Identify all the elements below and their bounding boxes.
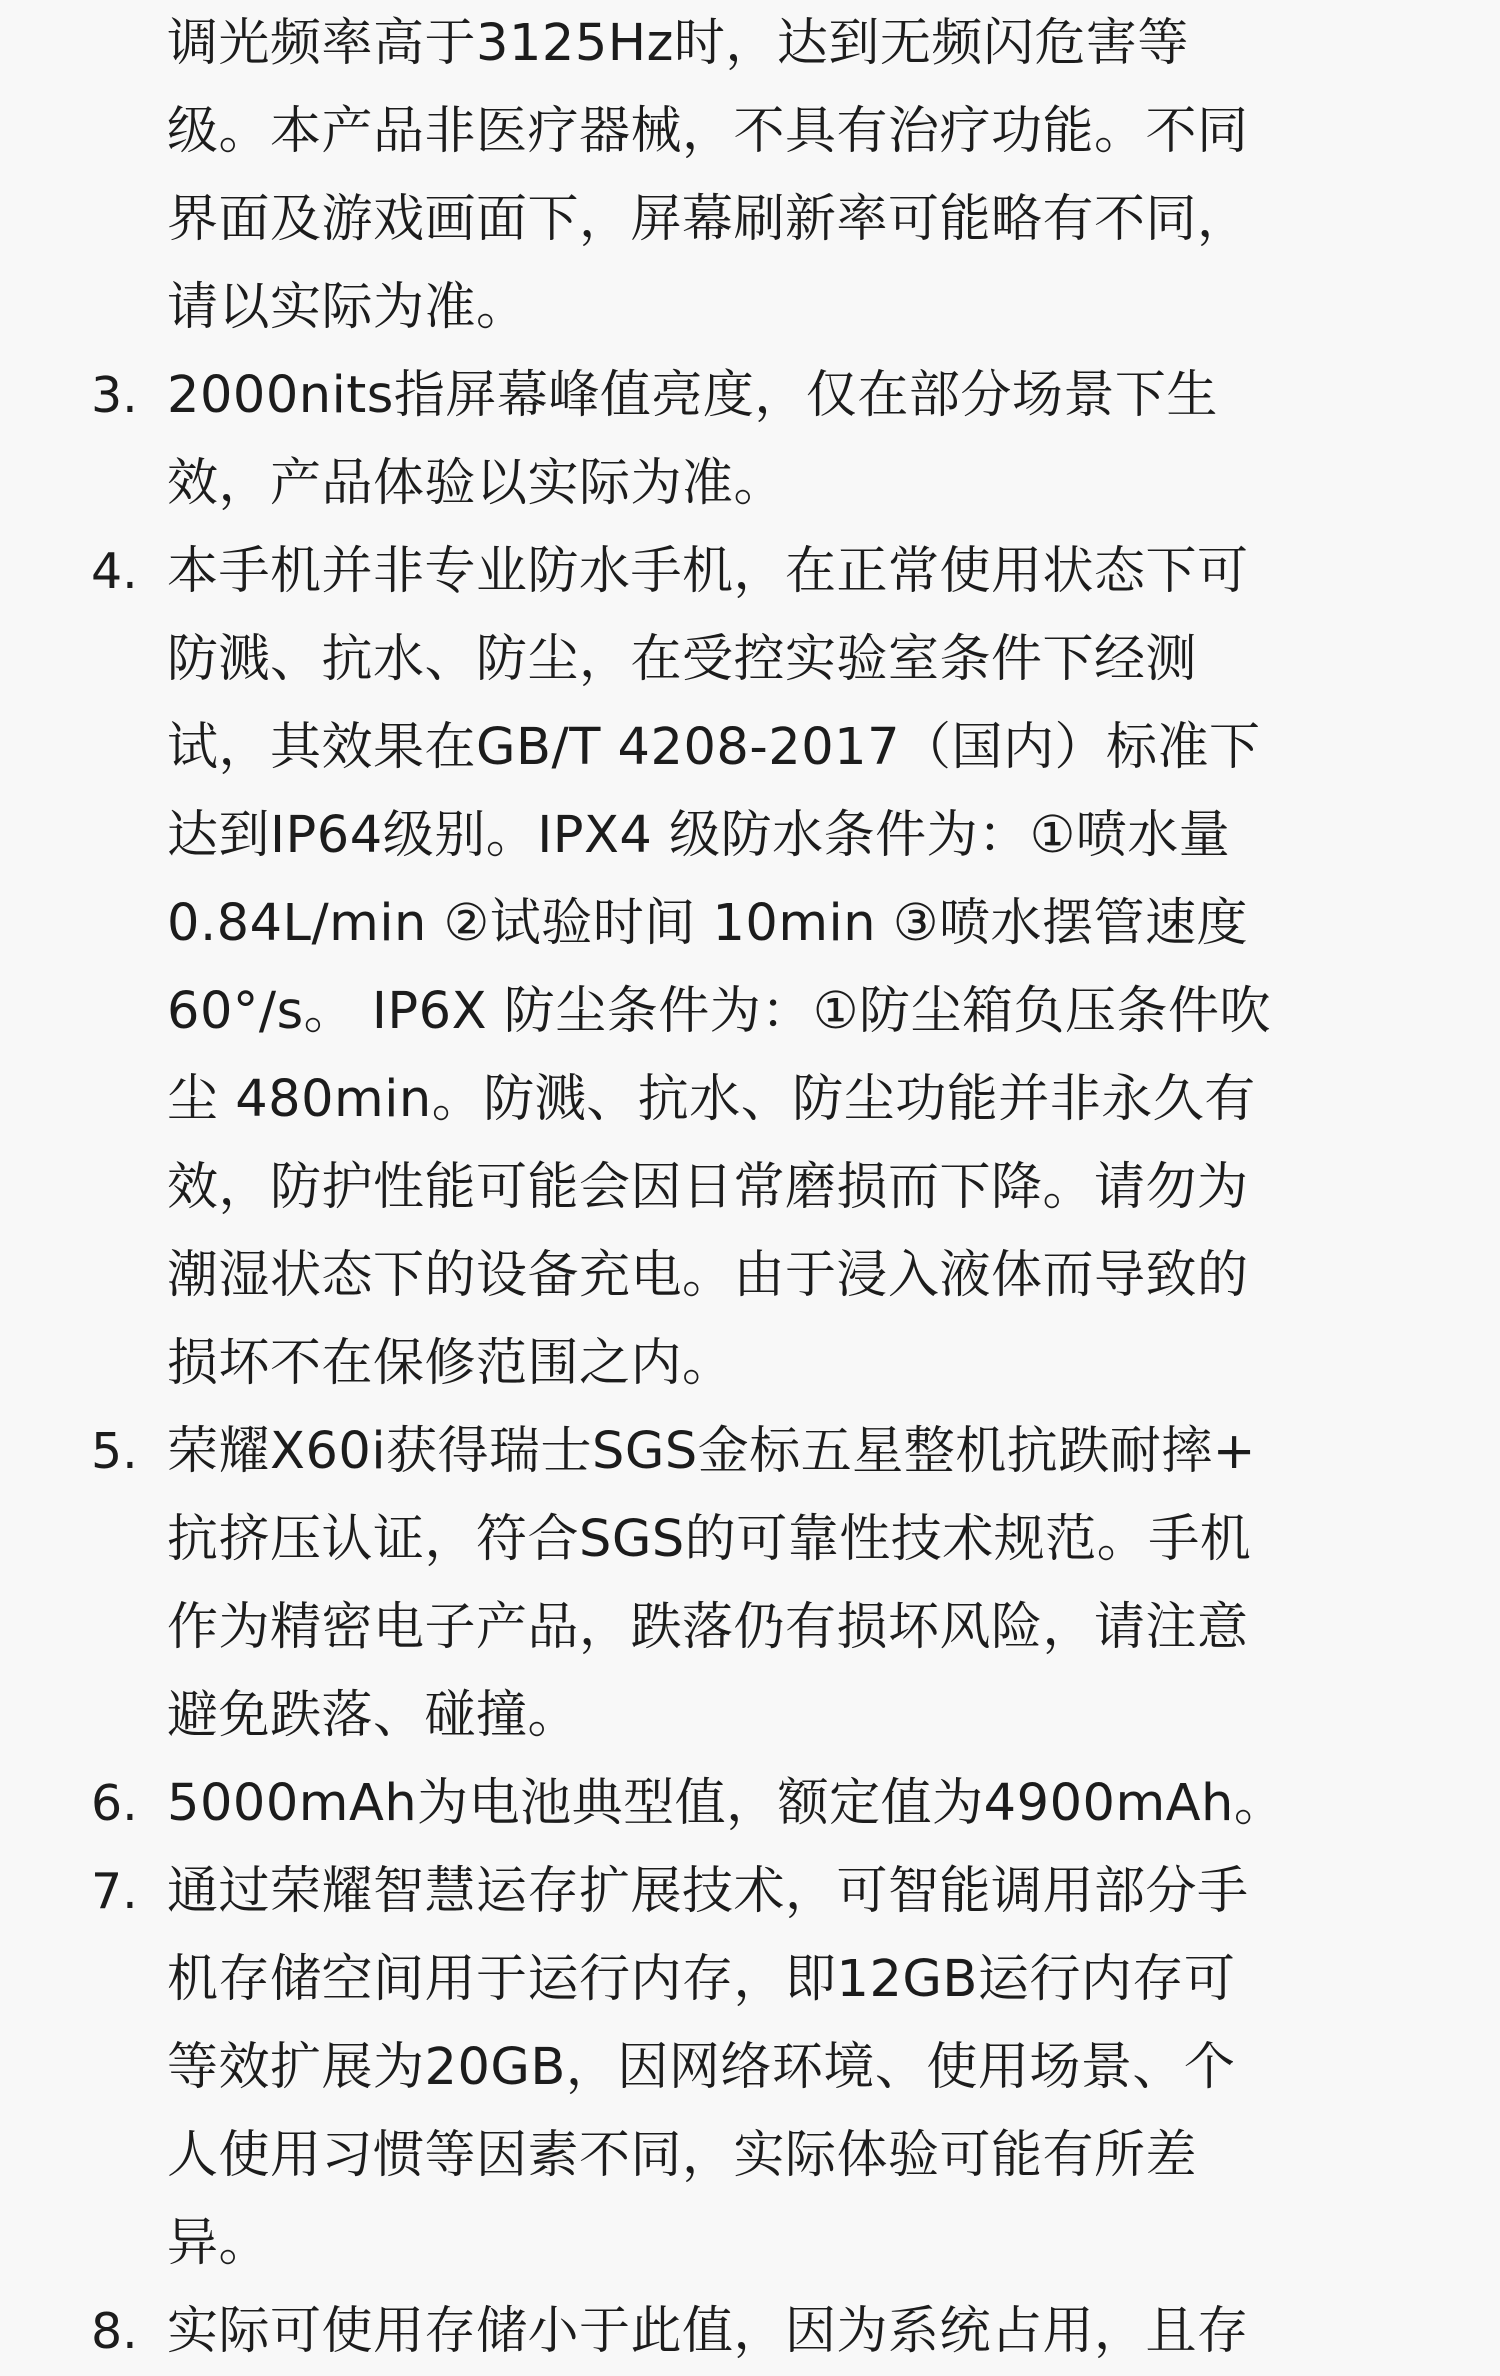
list-item-text [167, 352, 1347, 528]
text-line: 5000mAh为电池典型值，额定值为4900mAh。 [167, 1774, 1286, 1833]
text-line: 通过荣耀智慧运存扩展技术，可智能调用部分手 [167, 1862, 1249, 1921]
list-item-continuation [0, 0, 1500, 352]
list-item-number: 8. [91, 2303, 138, 2360]
list-item-number: 6. [91, 1775, 138, 1832]
text-line: 防溅、抗水、防尘，在受控实验室条件下经测 [167, 630, 1198, 689]
list-item-4 [0, 528, 1500, 1408]
text-line: 请以实际为准。 [167, 278, 528, 337]
list-item-5 [0, 1408, 1500, 1760]
list-item-3 [0, 352, 1500, 528]
text-line: 界面及游戏画面下，屏幕刷新率可能略有不同， [167, 190, 1249, 249]
text-line: 本手机并非专业防水手机，在正常使用状态下可 [167, 542, 1249, 601]
text-line: 损坏不在保修范围之内。 [167, 1334, 734, 1393]
text-line: 避免跌落、碰撞。 [167, 1686, 580, 1745]
list-item-6 [0, 1760, 1500, 1848]
text-line: 0.84L/min ②试验时间 10min ③喷水摆管速度 [167, 894, 1248, 953]
text-line: 潮湿状态下的设备充电。由于浸入液体而导致的 [167, 1246, 1249, 1305]
list-item-7 [0, 1848, 1500, 2288]
list-item-8 [0, 2288, 1500, 2376]
text-line: 尘 480min。防溅、抗水、防尘功能并非永久有 [167, 1070, 1256, 1129]
text-line: 异。 [167, 2214, 271, 2273]
text-line: 2000nits指屏幕峰值亮度，仅在部分场景下生 [167, 366, 1218, 425]
text-line: 实际可使用存储小于此值，因为系统占用，且存 [167, 2302, 1249, 2361]
text-line: 人使用习惯等因素不同，实际体验可能有所差 [167, 2126, 1198, 2185]
text-line: 调光频率高于3125Hz时，达到无频闪危害等 [167, 14, 1189, 73]
list-item-number: 3. [91, 367, 138, 424]
list-item-number: 4. [91, 543, 138, 600]
text-line: 等效扩展为20GB，因网络环境、使用场景、个 [167, 2038, 1236, 2097]
list-item-text [167, 1848, 1347, 2288]
list-item-text [167, 528, 1347, 1408]
text-line: 达到IP64级别。IPX4 级防水条件为：①喷水量 [167, 806, 1231, 865]
text-line: 机存储空间用于运行内存，即12GB运行内存可 [167, 1950, 1236, 2009]
text-line: 60°/s。 IP6X 防尘条件为：①防尘箱负压条件吹 [167, 982, 1271, 1041]
list-item-text [167, 0, 1347, 352]
text-line: 荣耀X60i获得瑞士SGS金标五星整机抗跌耐摔+ [167, 1422, 1257, 1481]
text-line: 效，产品体验以实际为准。 [167, 454, 786, 513]
text-line: 效，防护性能可能会因日常磨损而下降。请勿为 [167, 1158, 1249, 1217]
text-line: 试，其效果在GB/T 4208-2017（国内）标准下 [167, 718, 1261, 777]
list-item-text [167, 2288, 1347, 2376]
text-line: 抗挤压认证，符合SGS的可靠性技术规范。手机 [167, 1510, 1252, 1569]
text-line: 级。本产品非医疗器械，不具有治疗功能。不同 [167, 102, 1249, 161]
list-item-text [167, 1760, 1347, 1848]
text-line: 作为精密电子产品，跌落仍有损坏风险，请注意 [167, 1598, 1249, 1657]
list-item-number: 7. [91, 1863, 138, 1920]
list-item-text [167, 1408, 1347, 1760]
list-item-number: 5. [91, 1423, 138, 1480]
